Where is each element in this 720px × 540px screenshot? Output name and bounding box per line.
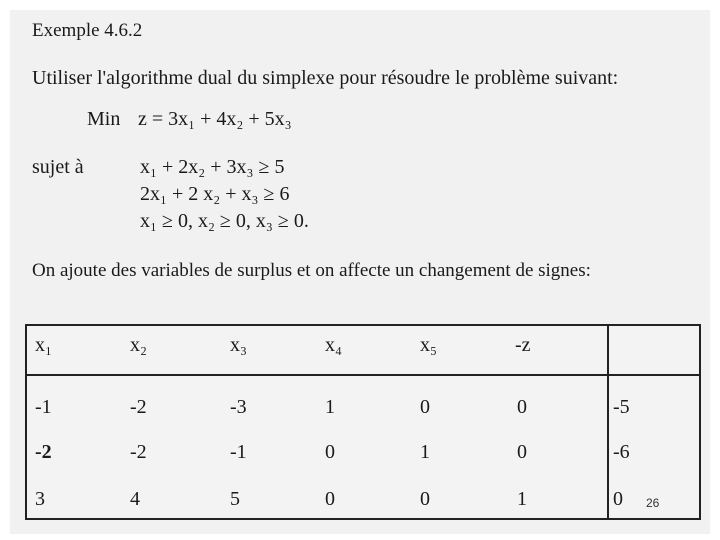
surplus-note: On ajoute des variables de surplus et on affecte un changement de signes: [32, 260, 591, 281]
cell-r2-x1: -2 [35, 441, 52, 463]
cell-r1-x3: -3 [230, 396, 247, 418]
tableau-rhs-divider [607, 326, 609, 518]
cell-r3-x4: 0 [325, 488, 335, 510]
header-x2: x₂ [130, 334, 147, 356]
header-x3: x₃ [230, 334, 247, 356]
header-minus-z: -z [515, 334, 531, 356]
page-number: 26 [646, 496, 660, 510]
cell-r3-z: 1 [517, 488, 527, 510]
objective-function: z = 3x₁ + 4x₂ + 5x₃ [138, 108, 292, 130]
cell-r2-x4: 0 [325, 441, 335, 463]
cell-r1-x2: -2 [130, 396, 147, 418]
cell-r2-x3: -1 [230, 441, 247, 463]
cell-r1-x4: 1 [325, 396, 335, 418]
cell-r1-z: 0 [517, 396, 527, 418]
cell-r3-x3: 5 [230, 488, 240, 510]
nonnegativity-constraints: x₁ ≥ 0, x₂ ≥ 0, x₃ ≥ 0. [140, 210, 309, 232]
cell-r2-z: 0 [517, 441, 527, 463]
cell-r3-x1: 3 [35, 488, 45, 510]
header-x1: x₁ [35, 334, 52, 356]
header-x5: x₅ [420, 334, 437, 356]
cell-r3-rhs: 0 [613, 488, 623, 510]
constraint-2: 2x₁ + 2 x₂ + x₃ ≥ 6 [140, 183, 290, 205]
constraint-1: x₁ + 2x₂ + 3x₃ ≥ 5 [140, 156, 285, 178]
min-label: Min [87, 108, 121, 130]
tableau-header-divider [27, 374, 699, 376]
simplex-tableau [25, 324, 701, 520]
subject-to-label: sujet à [32, 156, 84, 178]
problem-statement: Utiliser l'algorithme dual du simplexe pour résoudre le problème suivant: [32, 67, 619, 89]
example-title: Exemple 4.6.2 [32, 20, 143, 41]
cell-r1-x5: 0 [420, 396, 430, 418]
cell-r1-x1: -1 [35, 396, 52, 418]
cell-r1-rhs: -5 [613, 396, 630, 418]
cell-r3-x5: 0 [420, 488, 430, 510]
cell-r2-x5: 1 [420, 441, 430, 463]
header-x4: x₄ [325, 334, 342, 356]
cell-r2-x2: -2 [130, 441, 147, 463]
cell-r3-x2: 4 [130, 488, 140, 510]
cell-r2-rhs: -6 [613, 441, 630, 463]
slide-page [10, 10, 710, 534]
